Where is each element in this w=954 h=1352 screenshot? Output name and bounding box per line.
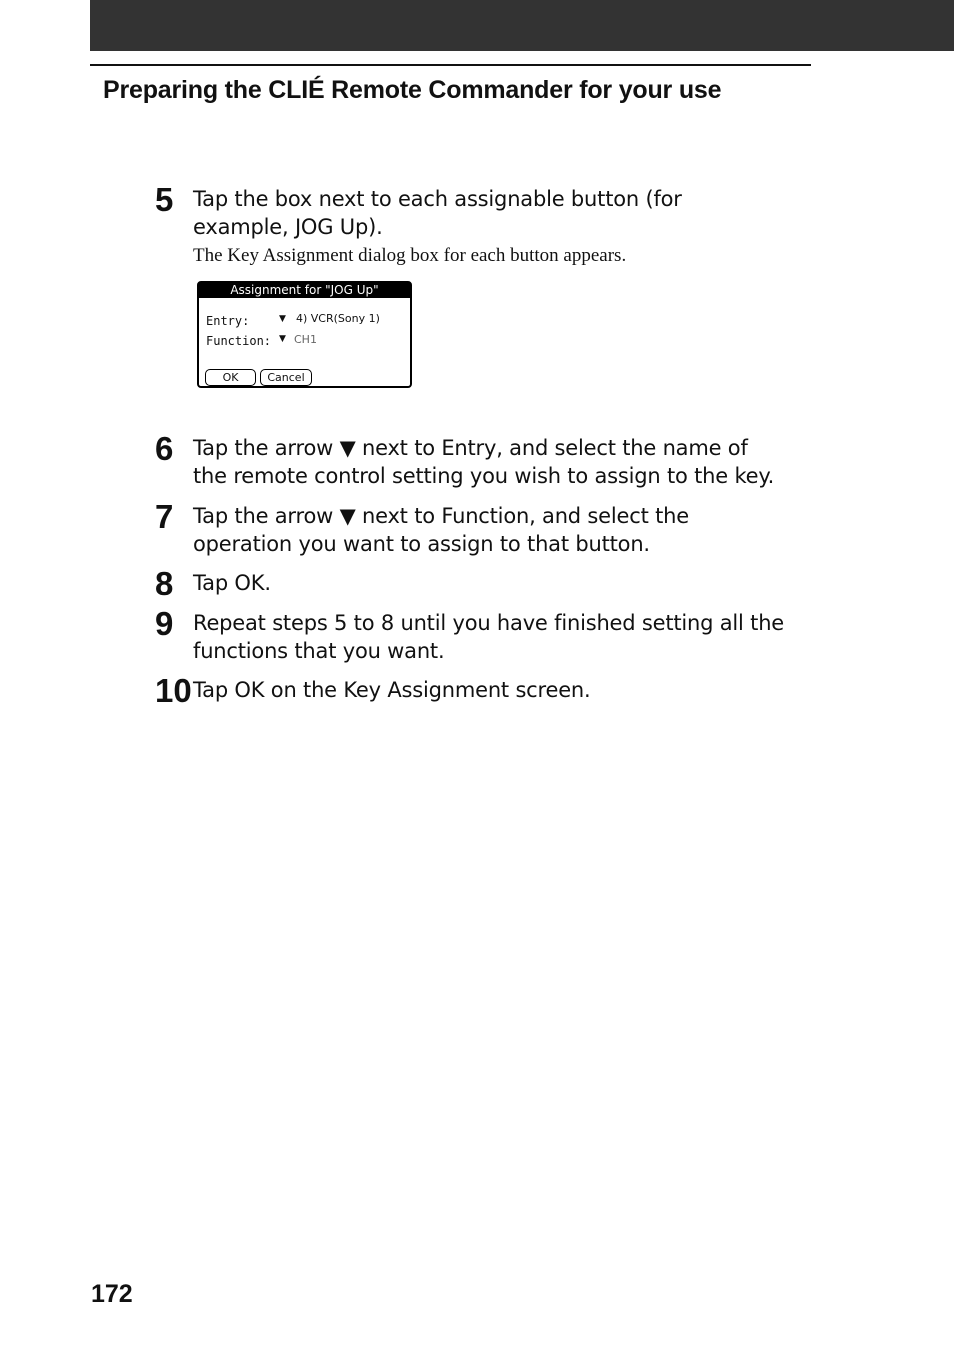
step-line: functions that you want. — [193, 639, 445, 663]
entry-value[interactable]: 4) VCR(Sony 1) — [296, 312, 380, 325]
step-line: Tap the arrow ▼ next to Entry, and select the name of — [193, 436, 748, 460]
step-number: 7 — [155, 498, 174, 535]
step-text — [193, 434, 803, 490]
key-assignment-dialog — [197, 281, 412, 388]
section-title: Preparing the CLIÉ Remote Commander for your use — [103, 76, 722, 104]
step-text — [193, 569, 803, 597]
step-line: Repeat steps 5 to 8 until you have finished setting all the — [193, 611, 785, 635]
entry-arrow-icon[interactable]: ▼ — [279, 314, 286, 324]
cancel-button[interactable]: Cancel — [260, 369, 312, 386]
step-line: Tap OK on the Key Assignment screen. — [193, 678, 591, 702]
function-arrow-icon[interactable]: ▼ — [279, 334, 286, 344]
step-text — [193, 502, 803, 558]
header-rule — [90, 64, 811, 66]
header-band — [90, 0, 954, 51]
step-text — [193, 676, 803, 704]
step-number: 9 — [155, 605, 174, 642]
step-line: the remote control setting you wish to assign to the key. — [193, 464, 775, 488]
step-text — [193, 185, 803, 241]
step-number: 6 — [155, 430, 174, 467]
step-number: 10 — [155, 672, 192, 709]
step-text — [193, 609, 803, 665]
step-line: Tap the arrow ▼ next to Function, and select the — [193, 504, 689, 528]
ok-button[interactable]: OK — [205, 369, 256, 386]
step-line: Tap OK. — [193, 571, 271, 595]
step-line: example, JOG Up). — [193, 215, 383, 239]
page-number: 172 — [91, 1280, 133, 1308]
dialog-title: Assignment for "JOG Up" — [199, 283, 410, 298]
function-label: Function: — [206, 334, 272, 348]
entry-label: Entry: — [206, 314, 250, 328]
step-number: 5 — [155, 181, 174, 218]
step-line: Tap the box next to each assignable button (for — [193, 187, 682, 211]
function-value[interactable]: CH1 — [294, 333, 317, 346]
step-number: 8 — [155, 565, 174, 602]
step-note: The Key Assignment dialog box for each button appears. — [193, 245, 627, 266]
step-line: operation you want to assign to that button. — [193, 532, 650, 556]
